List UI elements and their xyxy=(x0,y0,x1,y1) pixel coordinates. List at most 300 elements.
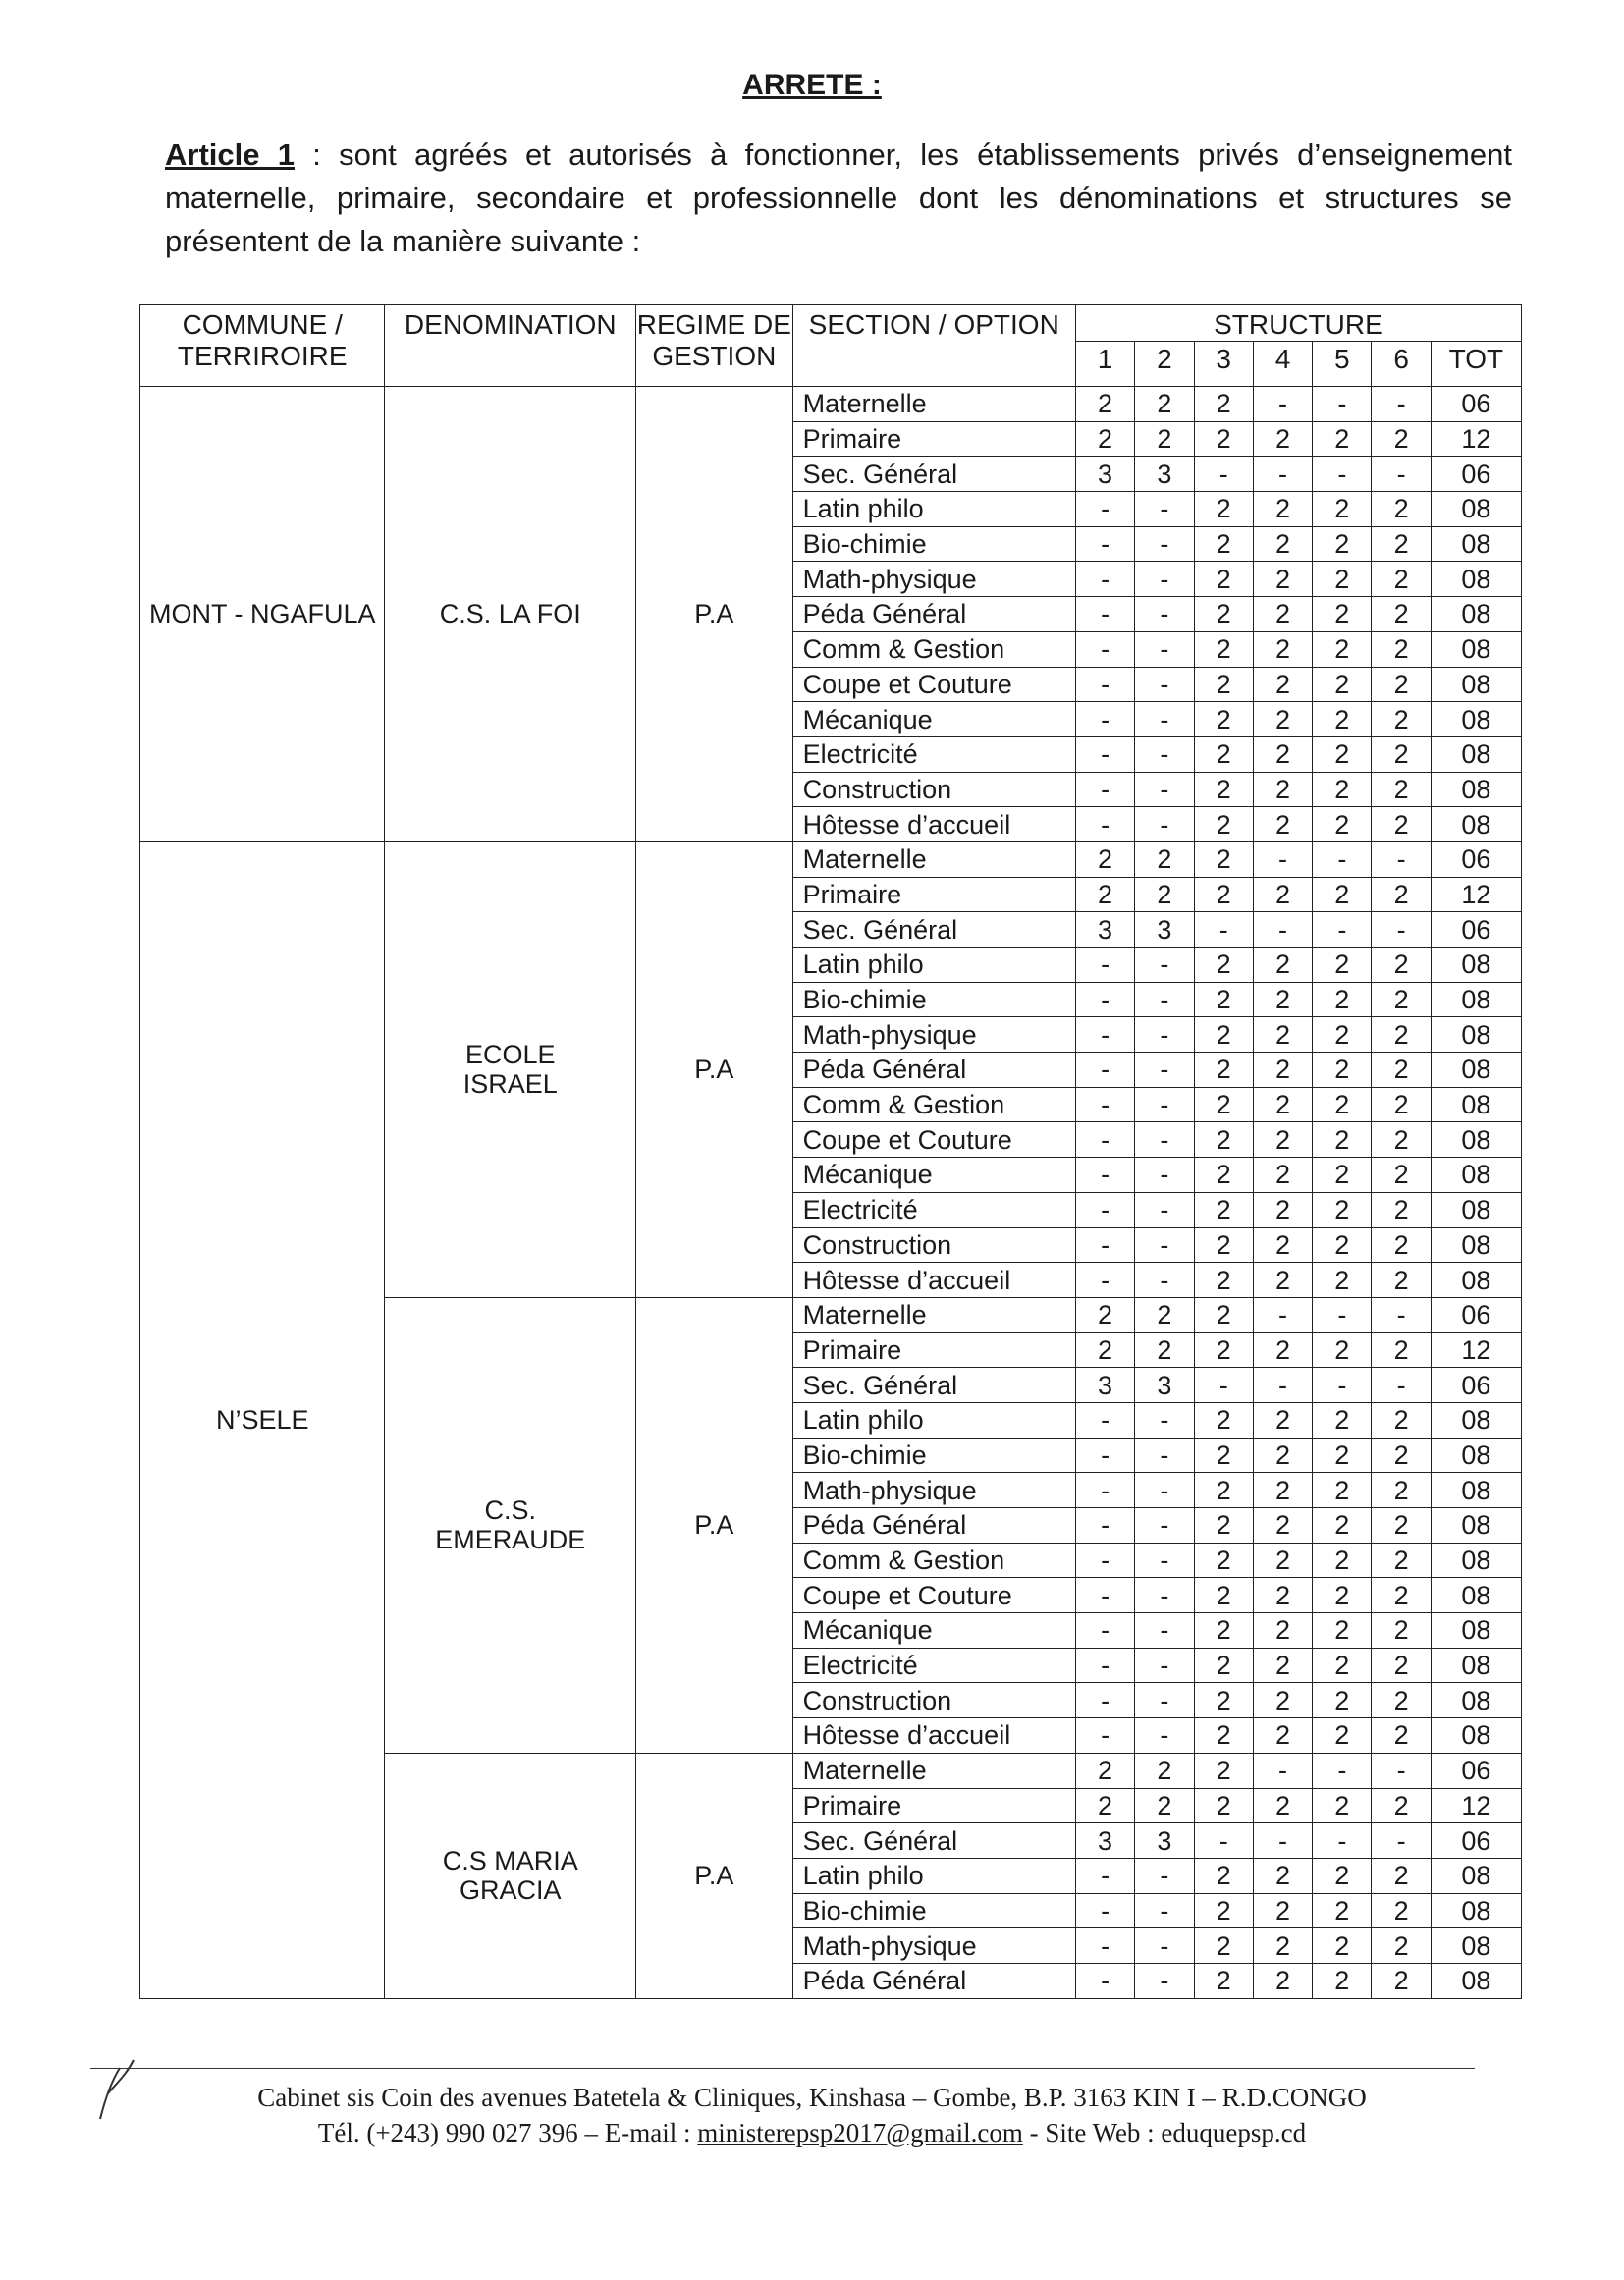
total-cell: 08 xyxy=(1431,807,1521,842)
total-cell: 08 xyxy=(1431,667,1521,702)
structure-cell: 2 xyxy=(1253,1893,1312,1928)
structure-cell: - xyxy=(1075,492,1134,527)
total-cell: 08 xyxy=(1431,492,1521,527)
structure-cell: 2 xyxy=(1253,1192,1312,1227)
structure-cell: - xyxy=(1313,1823,1372,1859)
structure-cell: 2 xyxy=(1194,1858,1253,1893)
structure-cell: - xyxy=(1253,1297,1312,1332)
structure-cell: 2 xyxy=(1372,1718,1431,1754)
structure-cell: 2 xyxy=(1253,1227,1312,1263)
structure-cell: 2 xyxy=(1194,1053,1253,1088)
structure-cell: 2 xyxy=(1194,631,1253,667)
section-cell: Maternelle xyxy=(792,1297,1075,1332)
structure-cell: - xyxy=(1313,1297,1372,1332)
structure-cell: 2 xyxy=(1313,1683,1372,1718)
total-cell: 12 xyxy=(1431,1332,1521,1368)
structure-cell: 2 xyxy=(1372,1613,1431,1649)
article-label: Article 1 xyxy=(165,137,295,172)
structure-cell: 2 xyxy=(1372,1332,1431,1368)
total-cell: 08 xyxy=(1431,1613,1521,1649)
structure-cell: 2 xyxy=(1313,1543,1372,1578)
structure-cell: 2 xyxy=(1253,1963,1312,1998)
structure-cell: 2 xyxy=(1253,526,1312,562)
total-cell: 08 xyxy=(1431,1438,1521,1473)
structure-cell: - xyxy=(1135,1087,1194,1122)
structure-cell: - xyxy=(1253,1823,1312,1859)
structure-cell: - xyxy=(1075,1683,1134,1718)
section-cell: Bio-chimie xyxy=(792,982,1075,1017)
structure-cell: 3 xyxy=(1135,912,1194,948)
structure-cell: 2 xyxy=(1313,1893,1372,1928)
section-cell: Electricité xyxy=(792,1648,1075,1683)
structure-cell: 3 xyxy=(1135,1823,1194,1859)
total-cell: 08 xyxy=(1431,526,1521,562)
structure-cell: 2 xyxy=(1313,492,1372,527)
section-cell: Coupe et Couture xyxy=(792,667,1075,702)
structure-cell: 2 xyxy=(1194,597,1253,632)
total-cell: 08 xyxy=(1431,1858,1521,1893)
school-name-cell: C.S MARIA GRACIA xyxy=(385,1753,636,1998)
footer-contact xyxy=(0,2115,1624,2150)
structure-cell: 2 xyxy=(1313,948,1372,983)
structure-cell: 2 xyxy=(1313,1053,1372,1088)
total-cell: 08 xyxy=(1431,736,1521,772)
structure-cell: - xyxy=(1313,387,1372,422)
structure-cell: 2 xyxy=(1313,667,1372,702)
structure-cell: 2 xyxy=(1313,1508,1372,1544)
total-cell: 12 xyxy=(1431,877,1521,912)
section-cell: Primaire xyxy=(792,1788,1075,1823)
section-cell: Comm & Gestion xyxy=(792,1087,1075,1122)
structure-cell: - xyxy=(1135,807,1194,842)
structure-cell: - xyxy=(1372,387,1431,422)
section-cell: Primaire xyxy=(792,877,1075,912)
structure-cell: - xyxy=(1253,912,1312,948)
structure-cell: 2 xyxy=(1075,877,1134,912)
structure-cell: 2 xyxy=(1194,1508,1253,1544)
structure-cell: 2 xyxy=(1194,1122,1253,1158)
structure-cell: - xyxy=(1372,1297,1431,1332)
structure-cell: 2 xyxy=(1372,597,1431,632)
structure-cell: 2 xyxy=(1313,1648,1372,1683)
structure-cell: 2 xyxy=(1075,1753,1134,1788)
structure-cell: 2 xyxy=(1194,1017,1253,1053)
structure-cell: 2 xyxy=(1253,1438,1312,1473)
structure-cell: 2 xyxy=(1194,526,1253,562)
structure-cell: 2 xyxy=(1253,1683,1312,1718)
structure-cell: - xyxy=(1372,1368,1431,1403)
structure-cell: 2 xyxy=(1372,1963,1431,1998)
total-cell: 08 xyxy=(1431,1402,1521,1438)
structure-cell: - xyxy=(1313,1368,1372,1403)
structure-cell: 2 xyxy=(1253,1122,1312,1158)
section-cell: Péda Général xyxy=(792,1963,1075,1998)
structure-cell: 2 xyxy=(1194,807,1253,842)
header-commune: COMMUNE / TERRIROIRE xyxy=(140,305,385,387)
section-cell: Primaire xyxy=(792,421,1075,457)
total-cell: 08 xyxy=(1431,1928,1521,1964)
header-col-3: 3 xyxy=(1194,342,1253,387)
structure-cell: 2 xyxy=(1194,1753,1253,1788)
structure-cell: - xyxy=(1075,1122,1134,1158)
section-cell: Sec. Général xyxy=(792,912,1075,948)
structure-cell: 2 xyxy=(1313,421,1372,457)
structure-cell: 2 xyxy=(1372,1122,1431,1158)
structure-cell: 2 xyxy=(1194,1438,1253,1473)
structure-cell: 2 xyxy=(1372,702,1431,737)
structure-cell: 2 xyxy=(1135,387,1194,422)
structure-cell: 2 xyxy=(1253,421,1312,457)
structure-cell: 2 xyxy=(1313,1122,1372,1158)
total-cell: 08 xyxy=(1431,1053,1521,1088)
structure-cell: 2 xyxy=(1253,948,1312,983)
structure-cell: - xyxy=(1135,1543,1194,1578)
section-cell: Péda Général xyxy=(792,1053,1075,1088)
structure-cell: - xyxy=(1372,912,1431,948)
structure-cell: 2 xyxy=(1253,1788,1312,1823)
structure-cell: - xyxy=(1135,1473,1194,1508)
structure-cell: 2 xyxy=(1194,1963,1253,1998)
structure-cell: 2 xyxy=(1253,807,1312,842)
structure-cell: 2 xyxy=(1253,631,1312,667)
structure-cell: 2 xyxy=(1313,877,1372,912)
structure-cell: - xyxy=(1075,807,1134,842)
structure-cell: 2 xyxy=(1313,702,1372,737)
structure-cell: 2 xyxy=(1372,1053,1431,1088)
structure-cell: 2 xyxy=(1372,1543,1431,1578)
total-cell: 08 xyxy=(1431,1227,1521,1263)
structure-cell: 2 xyxy=(1075,421,1134,457)
structure-cell: 2 xyxy=(1194,667,1253,702)
structure-cell: 2 xyxy=(1372,562,1431,597)
structure-cell: 2 xyxy=(1372,1928,1431,1964)
structure-cell: - xyxy=(1135,631,1194,667)
school-name-cell: C.S. LA FOI xyxy=(385,387,636,842)
structure-cell: 3 xyxy=(1075,1823,1134,1859)
structure-cell: - xyxy=(1075,1087,1134,1122)
structure-cell: - xyxy=(1075,1928,1134,1964)
structure-cell: 2 xyxy=(1372,877,1431,912)
section-cell: Péda Général xyxy=(792,597,1075,632)
footer-phone: Tél. (+243) 990 027 396 – E-mail : xyxy=(317,2118,698,2147)
total-cell: 06 xyxy=(1431,1297,1521,1332)
total-cell: 08 xyxy=(1431,1893,1521,1928)
structure-cell: 2 xyxy=(1313,1402,1372,1438)
total-cell: 06 xyxy=(1431,387,1521,422)
header-structure: STRUCTURE xyxy=(1075,305,1521,342)
structure-cell: - xyxy=(1075,631,1134,667)
structure-cell: 2 xyxy=(1194,1087,1253,1122)
structure-cell: 2 xyxy=(1253,1053,1312,1088)
structure-cell: - xyxy=(1075,1613,1134,1649)
structure-cell: - xyxy=(1075,1158,1134,1193)
section-cell: Math-physique xyxy=(792,1473,1075,1508)
total-cell: 08 xyxy=(1431,597,1521,632)
section-cell: Maternelle xyxy=(792,387,1075,422)
structure-cell: 2 xyxy=(1313,1332,1372,1368)
structure-cell: - xyxy=(1075,736,1134,772)
structure-cell: 2 xyxy=(1075,1332,1134,1368)
section-cell: Hôtesse d’accueil xyxy=(792,1718,1075,1754)
structure-cell: 2 xyxy=(1194,1648,1253,1683)
header-col-4: 4 xyxy=(1253,342,1312,387)
structure-cell: - xyxy=(1253,387,1312,422)
structure-cell: 2 xyxy=(1313,1017,1372,1053)
section-cell: Latin philo xyxy=(792,948,1075,983)
section-cell: Sec. Général xyxy=(792,1823,1075,1859)
structure-cell: - xyxy=(1075,1578,1134,1613)
structure-cell: - xyxy=(1135,562,1194,597)
structure-cell: 2 xyxy=(1372,1017,1431,1053)
structure-cell: 2 xyxy=(1194,1613,1253,1649)
structure-cell: 2 xyxy=(1313,1613,1372,1649)
section-cell: Math-physique xyxy=(792,562,1075,597)
structure-cell: 2 xyxy=(1075,1297,1134,1332)
structure-cell: 2 xyxy=(1372,667,1431,702)
school-name-cell: C.S. EMERAUDE xyxy=(385,1297,636,1753)
structure-cell: 2 xyxy=(1194,1297,1253,1332)
total-cell: 08 xyxy=(1431,1543,1521,1578)
structure-cell: 2 xyxy=(1253,1928,1312,1964)
structure-cell: 2 xyxy=(1313,1158,1372,1193)
structure-cell: 2 xyxy=(1194,1788,1253,1823)
section-cell: Hôtesse d’accueil xyxy=(792,1263,1075,1298)
structure-cell: 2 xyxy=(1313,1473,1372,1508)
structure-cell: 2 xyxy=(1372,631,1431,667)
structure-cell: - xyxy=(1135,1893,1194,1928)
total-cell: 06 xyxy=(1431,1368,1521,1403)
structure-cell: 2 xyxy=(1372,772,1431,807)
structure-cell: - xyxy=(1135,526,1194,562)
structure-cell: - xyxy=(1135,1963,1194,1998)
structure-cell: 3 xyxy=(1075,1368,1134,1403)
structure-cell: - xyxy=(1075,1718,1134,1754)
total-cell: 08 xyxy=(1431,1192,1521,1227)
structure-cell: 2 xyxy=(1253,1332,1312,1368)
structure-cell: 2 xyxy=(1253,597,1312,632)
article-text: : sont agréés et autorisés à fonctionner, les établissements privés d’enseignement maternelle, primaire, secondaire et professionnelle dont les dénominations et structures se présentent de la manière suivante : xyxy=(165,137,1512,258)
structure-cell: - xyxy=(1194,1368,1253,1403)
structure-cell: 2 xyxy=(1313,1963,1372,1998)
section-cell: Bio-chimie xyxy=(792,526,1075,562)
structure-cell: 2 xyxy=(1075,387,1134,422)
section-cell: Latin philo xyxy=(792,1858,1075,1893)
structure-cell: - xyxy=(1313,841,1372,877)
section-cell: Electricité xyxy=(792,736,1075,772)
structure-cell: 2 xyxy=(1194,702,1253,737)
structure-cell: 2 xyxy=(1253,1613,1312,1649)
structure-cell: 2 xyxy=(1313,1087,1372,1122)
structure-cell: - xyxy=(1135,492,1194,527)
table-row xyxy=(140,387,1522,422)
structure-cell: - xyxy=(1253,457,1312,492)
structure-cell: 2 xyxy=(1253,1087,1312,1122)
structure-cell: - xyxy=(1135,1683,1194,1718)
structure-cell: - xyxy=(1194,912,1253,948)
structure-cell: - xyxy=(1135,772,1194,807)
structure-cell: 2 xyxy=(1194,948,1253,983)
structure-cell: 2 xyxy=(1194,1227,1253,1263)
structure-cell: 2 xyxy=(1372,1508,1431,1544)
structure-cell: 2 xyxy=(1135,877,1194,912)
total-cell: 06 xyxy=(1431,457,1521,492)
structure-cell: 2 xyxy=(1135,1753,1194,1788)
structure-cell: - xyxy=(1135,1227,1194,1263)
footer-address: Cabinet sis Coin des avenues Batetela & Cliniques, Kinshasa – Gombe, B.P. 3163 KIN I – R.D.CONGO xyxy=(257,2083,1367,2112)
header-col-5: 5 xyxy=(1313,342,1372,387)
structure-cell: - xyxy=(1075,948,1134,983)
structure-cell: 2 xyxy=(1313,982,1372,1017)
section-cell: Bio-chimie xyxy=(792,1893,1075,1928)
structure-cell: - xyxy=(1135,1122,1194,1158)
footer xyxy=(0,2080,1624,2150)
total-cell: 08 xyxy=(1431,1473,1521,1508)
structure-cell: 2 xyxy=(1313,1718,1372,1754)
structure-cell: 2 xyxy=(1313,807,1372,842)
structure-cell: - xyxy=(1135,1158,1194,1193)
structure-cell: - xyxy=(1075,1227,1134,1263)
regime-cell: P.A xyxy=(636,841,793,1297)
header-section: SECTION / OPTION xyxy=(792,305,1075,387)
structure-cell: 2 xyxy=(1372,948,1431,983)
footer-divider xyxy=(90,2068,1475,2069)
structure-cell: - xyxy=(1075,1473,1134,1508)
section-cell: Construction xyxy=(792,1683,1075,1718)
structure-cell: 2 xyxy=(1313,1227,1372,1263)
structure-cell: - xyxy=(1135,948,1194,983)
structure-cell: 2 xyxy=(1194,421,1253,457)
structure-cell: - xyxy=(1194,457,1253,492)
structure-cell: - xyxy=(1135,1053,1194,1088)
structure-cell: - xyxy=(1135,1263,1194,1298)
header-col-6: 6 xyxy=(1372,342,1431,387)
structure-cell: 2 xyxy=(1194,1683,1253,1718)
structure-cell: - xyxy=(1313,1753,1372,1788)
section-cell: Maternelle xyxy=(792,841,1075,877)
total-cell: 08 xyxy=(1431,1648,1521,1683)
structure-cell: 2 xyxy=(1194,1192,1253,1227)
structure-cell: - xyxy=(1135,1648,1194,1683)
total-cell: 06 xyxy=(1431,912,1521,948)
total-cell: 08 xyxy=(1431,1087,1521,1122)
structure-cell: 2 xyxy=(1194,387,1253,422)
structure-cell: 2 xyxy=(1253,1263,1312,1298)
total-cell: 08 xyxy=(1431,772,1521,807)
structure-cell: - xyxy=(1075,982,1134,1017)
section-cell: Math-physique xyxy=(792,1017,1075,1053)
total-cell: 06 xyxy=(1431,1823,1521,1859)
section-cell: Latin philo xyxy=(792,1402,1075,1438)
structure-cell: - xyxy=(1075,1858,1134,1893)
structure-cell: 2 xyxy=(1372,1438,1431,1473)
section-cell: Sec. Général xyxy=(792,1368,1075,1403)
section-cell: Mécanique xyxy=(792,1158,1075,1193)
structure-cell: 2 xyxy=(1253,1648,1312,1683)
header-col-1: 1 xyxy=(1075,342,1134,387)
structure-cell: 2 xyxy=(1372,807,1431,842)
section-cell: Construction xyxy=(792,1227,1075,1263)
structure-cell: - xyxy=(1135,1928,1194,1964)
structure-cell: - xyxy=(1075,526,1134,562)
structure-cell: 2 xyxy=(1194,1473,1253,1508)
structure-cell: 2 xyxy=(1194,877,1253,912)
total-cell: 06 xyxy=(1431,1753,1521,1788)
structure-cell: 2 xyxy=(1313,631,1372,667)
total-cell: 12 xyxy=(1431,1788,1521,1823)
structure-cell: - xyxy=(1313,457,1372,492)
structure-cell: 2 xyxy=(1372,1087,1431,1122)
total-cell: 08 xyxy=(1431,1263,1521,1298)
section-cell: Latin philo xyxy=(792,492,1075,527)
total-cell: 08 xyxy=(1431,1508,1521,1544)
structure-cell: 2 xyxy=(1075,841,1134,877)
structure-cell: 2 xyxy=(1372,1648,1431,1683)
structure-cell: - xyxy=(1313,912,1372,948)
total-cell: 12 xyxy=(1431,421,1521,457)
footer-website: - Site Web : eduquepsp.cd xyxy=(1022,2118,1307,2147)
structure-cell: - xyxy=(1075,597,1134,632)
section-cell: Electricité xyxy=(792,1192,1075,1227)
structure-cell: - xyxy=(1075,702,1134,737)
section-cell: Construction xyxy=(792,772,1075,807)
structure-cell: 2 xyxy=(1135,1788,1194,1823)
structure-cell: 2 xyxy=(1194,772,1253,807)
commune-cell: MONT - NGAFULA xyxy=(140,387,385,842)
structure-cell: - xyxy=(1075,1543,1134,1578)
structure-cell: 2 xyxy=(1194,1158,1253,1193)
structure-cell: - xyxy=(1135,667,1194,702)
structure-cell: - xyxy=(1372,457,1431,492)
structure-cell: 2 xyxy=(1253,492,1312,527)
structure-cell: 3 xyxy=(1075,457,1134,492)
structure-cell: 2 xyxy=(1253,982,1312,1017)
structure-cell: - xyxy=(1135,702,1194,737)
structure-cell: 2 xyxy=(1313,1263,1372,1298)
structure-cell: 2 xyxy=(1372,1192,1431,1227)
school-name-cell: ECOLE ISRAEL xyxy=(385,841,636,1297)
article-paragraph xyxy=(165,134,1512,263)
section-cell: Coupe et Couture xyxy=(792,1122,1075,1158)
section-cell: Primaire xyxy=(792,1332,1075,1368)
header-denomination: DENOMINATION xyxy=(385,305,636,387)
structure-cell: 3 xyxy=(1135,1368,1194,1403)
structure-cell: 2 xyxy=(1194,982,1253,1017)
structure-cell: 2 xyxy=(1313,526,1372,562)
structure-cell: 2 xyxy=(1194,562,1253,597)
section-cell: Comm & Gestion xyxy=(792,1543,1075,1578)
structure-cell: 2 xyxy=(1135,421,1194,457)
total-cell: 08 xyxy=(1431,1963,1521,1998)
total-cell: 08 xyxy=(1431,1158,1521,1193)
total-cell: 08 xyxy=(1431,702,1521,737)
structure-cell: 2 xyxy=(1194,1578,1253,1613)
structure-cell: 2 xyxy=(1313,597,1372,632)
structure-cell: 2 xyxy=(1313,562,1372,597)
structure-cell: - xyxy=(1075,667,1134,702)
section-cell: Math-physique xyxy=(792,1928,1075,1964)
total-cell: 08 xyxy=(1431,1017,1521,1053)
regime-cell: P.A xyxy=(636,387,793,842)
structure-cell: - xyxy=(1075,1192,1134,1227)
structure-cell: 2 xyxy=(1372,1893,1431,1928)
footer-email-link[interactable]: ministerepsp2017@gmail.com xyxy=(697,2118,1023,2147)
structure-cell: 2 xyxy=(1253,1402,1312,1438)
structure-cell: 2 xyxy=(1194,1718,1253,1754)
structure-cell: 2 xyxy=(1253,1543,1312,1578)
structure-cell: 2 xyxy=(1253,667,1312,702)
structure-cell: - xyxy=(1075,772,1134,807)
structure-cell: - xyxy=(1135,982,1194,1017)
